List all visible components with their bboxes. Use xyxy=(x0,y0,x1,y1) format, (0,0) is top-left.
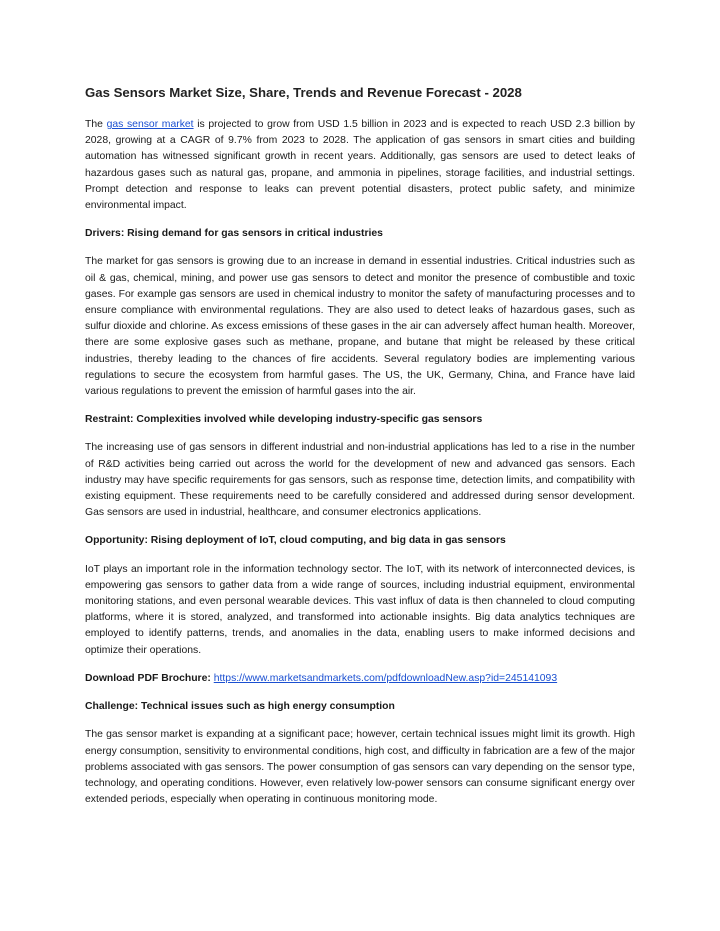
page-title: Gas Sensors Market Size, Share, Trends and Revenue Forecast - 2028 xyxy=(85,85,522,100)
drivers-heading: Drivers: Rising demand for gas sensors in critical industries xyxy=(85,228,383,240)
challenge-paragraph: The gas sensor market is expanding at a significant pace; however, certain technical issues might limit its growth. High energy consumption, sensitivity to environmental conditions, high cost, and difficulty in fabrication are a few of the major problems associated with gas sensors. The power consumption of gas sensors can vary depending on the sensor type, technology, and operating conditions. However, even relatively low-power sensors can consume significant energy over extended periods, especially when operating in continuous monitoring mode. xyxy=(85,729,635,806)
challenge-heading: Challenge: Technical issues such as high energy consumption xyxy=(85,701,395,713)
intro-text: is projected to grow from USD 1.5 billion in 2023 and is expected to reach USD 2.3 billion by 2028, growing at a CAGR of 9.7% from 2023 to 2028. The application of gas sensors in smart cities and building automation has witnessed significant growth in recent years. Additionally, gas sensors are used to detect leaks of hazardous gases such as natural gas, propane, and ammonia in pipelines, storage facilities, and industrial settings. Prompt detection and response to leaks can prevent potential disasters, protect public safety, and minimize environmental impact. xyxy=(85,119,635,212)
brochure-link[interactable]: https://www.marketsandmarkets.com/pdfdownloadNew.asp?id=245141093 xyxy=(213,672,558,684)
restraint-heading: Restraint: Complexities involved while developing industry-specific gas sensors xyxy=(85,414,483,426)
opportunity-paragraph: IoT plays an important role in the information technology sector. The IoT, with its network of interconnected devices, is empowering gas sensors to gather data from a wide range of sources, including industrial equipment, environmental monitoring stations, and even personal wearable devices. This vast influx of data is then channeled to cloud computing platforms, where it is stored, analyzed, and transformed into actionable insights. Big data analytics techniques are employed to identify patterns, trends, and anomalies in the data, enabling users to make informed decisions and optimize their operations. xyxy=(85,563,635,656)
brochure-label: Download PDF Brochure: xyxy=(85,672,214,684)
drivers-paragraph: The market for gas sensors is growing due to an increase in demand in essential industries. Critical industries such as oil & gas, chemical, mining, and power use gas sensors to detect and monitor the presence of combustible and toxic gases. For example gas sensors are used in chemical industry to monitor the safety of manufacturing processes and to ensure compliance with environmental regulations. They are also used to detect leaks of hazardous gases, such as sulfur dioxide and chlorine. As excess emissions of these gases in the air can adversely affect human health. Moreover, there are some explosive gases such as methane, propane, and butane that might be released by these critical industries, thereby leading to the chances of fire accidents. Several regulatory bodies are implementing various regulations to secure the ecosystem from harmful gases. The US, the UK, Germany, China, and France have laid various regulations to prevent the emission of harmful gases into the air. xyxy=(85,256,635,398)
gas-sensor-market-link[interactable]: gas sensor market xyxy=(106,119,194,130)
document-page xyxy=(85,84,635,820)
brochure-line xyxy=(85,671,635,687)
restraint-paragraph: The increasing use of gas sensors in different industrial and non-industrial applications has led to a rise in the number of R&D activities being carried out across the world for the development of new and advanced gas sensors. Each industry may have specific requirements for gas sensors, such as response time, detection limits, and compatibility with existing equipment. These requirements need to be carefully considered and addressed during sensor development. Gas sensors are used in industrial, healthcare, and consumer electronics applications. xyxy=(85,442,635,519)
intro-prefix: The xyxy=(85,119,107,130)
intro-paragraph xyxy=(85,117,635,214)
opportunity-heading: Opportunity: Rising deployment of IoT, cloud computing, and big data in gas sensors xyxy=(85,535,506,547)
